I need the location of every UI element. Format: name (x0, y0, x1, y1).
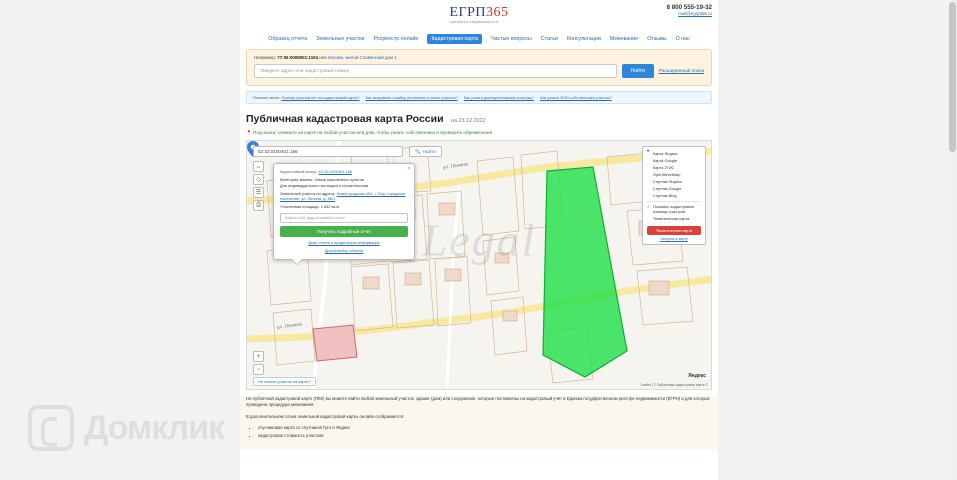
logo-text: ЕГРП (449, 5, 487, 20)
balloon-area-value: 1 632 кв.м (320, 204, 340, 210)
article-paragraph-1: На публичной кадастровой карте (ПКК) вы можете найти любой земельный участок, здание (дом) или сооружение, которые поставлены на кадастровый учёт в Едином государственном реестре недвижимости (ЕГРН) и для которых проведена процедура межевания. (246, 396, 710, 408)
map-credit: Leaflet | © Публичная кадастровая карта © (640, 383, 708, 387)
map-layers-panel (642, 146, 706, 245)
map-provider-label: Яндекс (688, 373, 706, 379)
nav-item-5[interactable]: Статьи (540, 36, 558, 42)
phone-number[interactable]: 8 800 555-19-32 (666, 4, 712, 11)
layer-option-5[interactable]: Спутник Google (653, 186, 682, 191)
parcel-info-balloon (273, 163, 415, 260)
nav-item-9[interactable]: О нас (675, 36, 690, 42)
map-watermark: Legal (421, 214, 537, 266)
site-header (240, 0, 718, 30)
search-panel (246, 49, 712, 86)
svg-text:ул. Ленина: ул. Ленина (442, 161, 469, 171)
map-note-link[interactable]: Не нашли участок на карте? (253, 377, 316, 386)
site-logo[interactable] (449, 5, 508, 24)
domklik-watermark (28, 405, 224, 451)
house-icon (28, 405, 74, 451)
cadastral-map[interactable] (246, 140, 712, 390)
article-bullets (258, 425, 712, 439)
scrollbar-thumb[interactable] (949, 2, 956, 152)
article-bullet-0: • спутниковая карта со спутников Гугл и Яндекс (258, 425, 712, 431)
layer-checkbox-thematic[interactable]: Тематическая карта (653, 215, 690, 221)
balloon-tail (292, 259, 302, 264)
balloon-address-label: Земельный участок по адресу: (280, 190, 336, 196)
search-hint-address: Москва, жилой Славянский дом 1 (327, 55, 397, 60)
map-tip-text: Подсказка: кликните на карте на любой участок или дом, чтобы узнать собственника и проверить обременения (253, 130, 493, 135)
layer-option-4[interactable]: Спутник Яндекс (653, 179, 682, 184)
map-tools (253, 161, 264, 211)
layer-option-2[interactable]: Карта 2ГИС (653, 165, 675, 170)
balloon-category-value: Для индивидуального жилищного строительства (280, 182, 369, 188)
zoom-out-button[interactable]: − (253, 364, 264, 375)
balloon-email-input[interactable] (280, 213, 408, 223)
page-title: Публичная кадастровая карта России (246, 113, 444, 125)
balloon-other-link[interactable]: Другой выбор объекта (324, 248, 364, 253)
helpful-link-3[interactable]: Как узнать ФИО собственника участка? (540, 95, 612, 100)
search-button[interactable]: Найти (622, 64, 654, 78)
balloon-category-label: Категория земель: Земли населенных пунктов (280, 177, 364, 183)
layers-icon[interactable]: ☰ (253, 187, 264, 198)
layer-checkbox-borders[interactable]: ✓ Показать кадастровые границы участков (647, 204, 701, 216)
zoom-in-button[interactable]: + (253, 351, 264, 362)
layer-option-3[interactable]: OpenStreetMap (653, 172, 681, 177)
thematic-map-button[interactable]: Тематическая карта (647, 226, 701, 235)
helpful-link-2[interactable]: Как узнать долевую/этажную очередь? (463, 95, 534, 100)
search-input[interactable] (254, 64, 617, 78)
layer-option-1[interactable]: Карта Google (653, 158, 678, 163)
map-search-value: 52:32:0100401:166 (258, 149, 298, 154)
map-find-button[interactable] (409, 146, 442, 157)
map-zoom-controls (253, 351, 264, 375)
logo-subtitle: проверка недвижимости (449, 20, 499, 24)
search-hint-prefix: Например: (254, 55, 277, 60)
nav-item-4[interactable]: Частые вопросы (491, 36, 532, 42)
nav-item-3[interactable]: Кадастровая карта (427, 34, 482, 44)
article-paragraph-2: В дополнительном слоев земельной кадастровой карты онлайн отображается: (246, 413, 405, 419)
layer-option-6[interactable]: Спутник Bing (653, 193, 677, 198)
nav-item-8[interactable]: Отзывы (647, 36, 667, 42)
helpful-link-0[interactable]: Почему участка нет на кадастровой карте? (281, 95, 360, 100)
extended-search-link[interactable]: Расширенный поиск (658, 68, 704, 74)
header-contacts (667, 4, 712, 16)
helpful-links (246, 91, 712, 104)
browser-page (240, 0, 718, 480)
nav-item-0[interactable]: Образец отчета (268, 36, 308, 42)
map-search-input[interactable] (253, 146, 403, 157)
balloon-area-label: Уточненная площадь: (280, 204, 320, 210)
logo-number: 365 (486, 5, 509, 20)
article-bullet-1: • кадастровая стоимость участков (258, 433, 712, 439)
nav-item-2[interactable]: Росреестр онлайн (373, 36, 419, 42)
layers-divider (647, 201, 701, 202)
ruler-icon[interactable]: ↔ (253, 161, 264, 172)
balloon-cadastre-value[interactable]: 52:32:0100401:166 (318, 169, 353, 174)
search-hint-code: 77:06:0005001:1104 (277, 55, 319, 60)
balloon-address-value: Нижегородская обл., г. Бор, городское поселение, ул. Ленина, д. 66/1 (280, 190, 406, 202)
email-link[interactable]: mail@egrp365.ru (678, 11, 712, 16)
helpful-label: Полезно знать: (253, 95, 281, 100)
print-icon[interactable]: ⎙ (253, 200, 264, 211)
nav-item-6[interactable]: Консультации (566, 36, 601, 42)
map-settings-link[interactable]: Настроить карту (660, 236, 688, 241)
search-hint-or: или (319, 55, 327, 60)
balloon-cadastre-label: Кадастровый номер: (280, 169, 318, 174)
layer-option-0[interactable]: • Карта Яндекс (647, 150, 701, 157)
map-tip (246, 130, 718, 136)
page-date: на 23.12.2022 (451, 118, 486, 124)
search-hint (254, 55, 704, 60)
close-icon[interactable]: × (407, 166, 410, 172)
article-section (240, 396, 718, 450)
watermark-label: Домклик (84, 408, 225, 447)
get-report-button[interactable]: Получить подробный отчет (280, 226, 408, 237)
title-row (240, 104, 718, 127)
main-nav (240, 30, 718, 49)
balloon-email-placeholder: Ваш e-mail, куда отправить отчет (285, 215, 345, 221)
page-scrollbar[interactable] (948, 0, 957, 480)
nav-item-1[interactable]: Земельные участки (316, 36, 365, 42)
nav-item-7[interactable]: Межевание (609, 36, 639, 42)
svg-text:ул. Ленина: ул. Ленина (276, 321, 303, 331)
search-icon: 🔍 (415, 148, 421, 154)
search-input-placeholder: Введите адрес или кадастровый номер (261, 68, 350, 74)
helpful-link-1[interactable]: Как исправить ошибку уточнения в плане участка? (365, 95, 458, 100)
balloon-demo-link[interactable]: Демо отчета и юридическая информация (308, 240, 380, 245)
pin-icon: 📍 (246, 130, 252, 135)
polygon-icon[interactable]: ◇ (253, 174, 264, 185)
map-find-label: Найти (422, 149, 436, 154)
